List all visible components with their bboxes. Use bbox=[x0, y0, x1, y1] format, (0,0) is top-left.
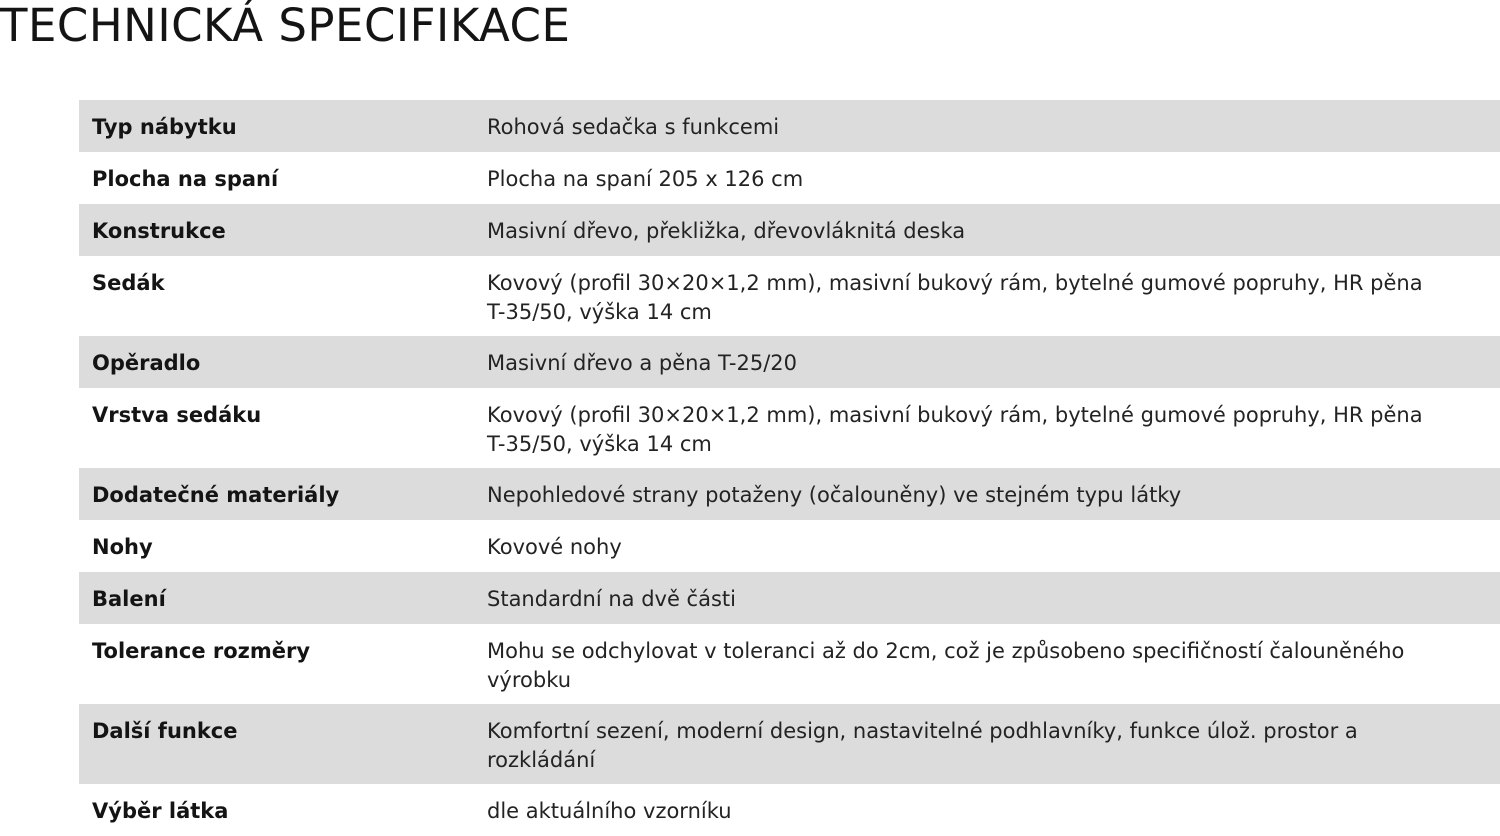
row-value: Mohu se odchylovat v toleranci až do 2cm, což je způsobeno specifičností čalouněného výrobku bbox=[487, 639, 1405, 692]
specification-table bbox=[79, 100, 1500, 836]
row-label: Další funkce bbox=[92, 719, 238, 743]
row-value: Plocha na spaní 205 x 126 cm bbox=[487, 167, 804, 191]
page-title: TECHNICKÁ SPECIFIKACE bbox=[0, 0, 571, 52]
table-row bbox=[79, 336, 1500, 388]
row-label: Balení bbox=[92, 587, 166, 611]
row-label: Konstrukce bbox=[92, 219, 226, 243]
table-row bbox=[79, 624, 1500, 704]
table-row bbox=[79, 520, 1500, 572]
row-label: Výběr látka bbox=[92, 799, 229, 823]
table-row bbox=[79, 204, 1500, 256]
table-row bbox=[79, 256, 1500, 336]
row-label: Sedák bbox=[92, 271, 165, 295]
row-label: Opěradlo bbox=[92, 351, 201, 375]
table-row bbox=[79, 152, 1500, 204]
row-value: dle aktuálního vzorníku bbox=[487, 799, 732, 823]
row-value: Kovové nohy bbox=[487, 535, 622, 559]
row-value: Standardní na dvě části bbox=[487, 587, 736, 611]
row-value: Kovový (profil 30×20×1,2 mm), masivní bukový rám, bytelné gumové popruhy, HR pěna T-35/50, výška 14 cm bbox=[487, 271, 1423, 324]
table-row bbox=[79, 572, 1500, 624]
table-row bbox=[79, 468, 1500, 520]
table-row bbox=[79, 784, 1500, 836]
row-label: Dodatečné materiály bbox=[92, 483, 340, 507]
row-value: Masivní dřevo a pěna T-25/20 bbox=[487, 351, 798, 375]
row-label: Vrstva sedáku bbox=[92, 403, 262, 427]
row-value: Rohová sedačka s funkcemi bbox=[487, 115, 780, 139]
row-value: Nepohledové strany potaženy (očalouněny) ve stejném typu látky bbox=[487, 483, 1182, 507]
table-row bbox=[79, 704, 1500, 784]
row-label: Typ nábytku bbox=[92, 115, 237, 139]
table-row bbox=[79, 100, 1500, 152]
row-label: Tolerance rozměry bbox=[92, 639, 311, 663]
row-value: Masivní dřevo, překližka, dřevovláknitá deska bbox=[487, 219, 966, 243]
table-row bbox=[79, 388, 1500, 468]
row-label: Nohy bbox=[92, 535, 153, 559]
row-label: Plocha na spaní bbox=[92, 167, 279, 191]
row-value: Komfortní sezení, moderní design, nastavitelné podhlavníky, funkce úlož. prostor a rozkládání bbox=[487, 719, 1358, 772]
row-value: Kovový (profil 30×20×1,2 mm), masivní bukový rám, bytelné gumové popruhy, HR pěna T-35/50, výška 14 cm bbox=[487, 403, 1423, 456]
